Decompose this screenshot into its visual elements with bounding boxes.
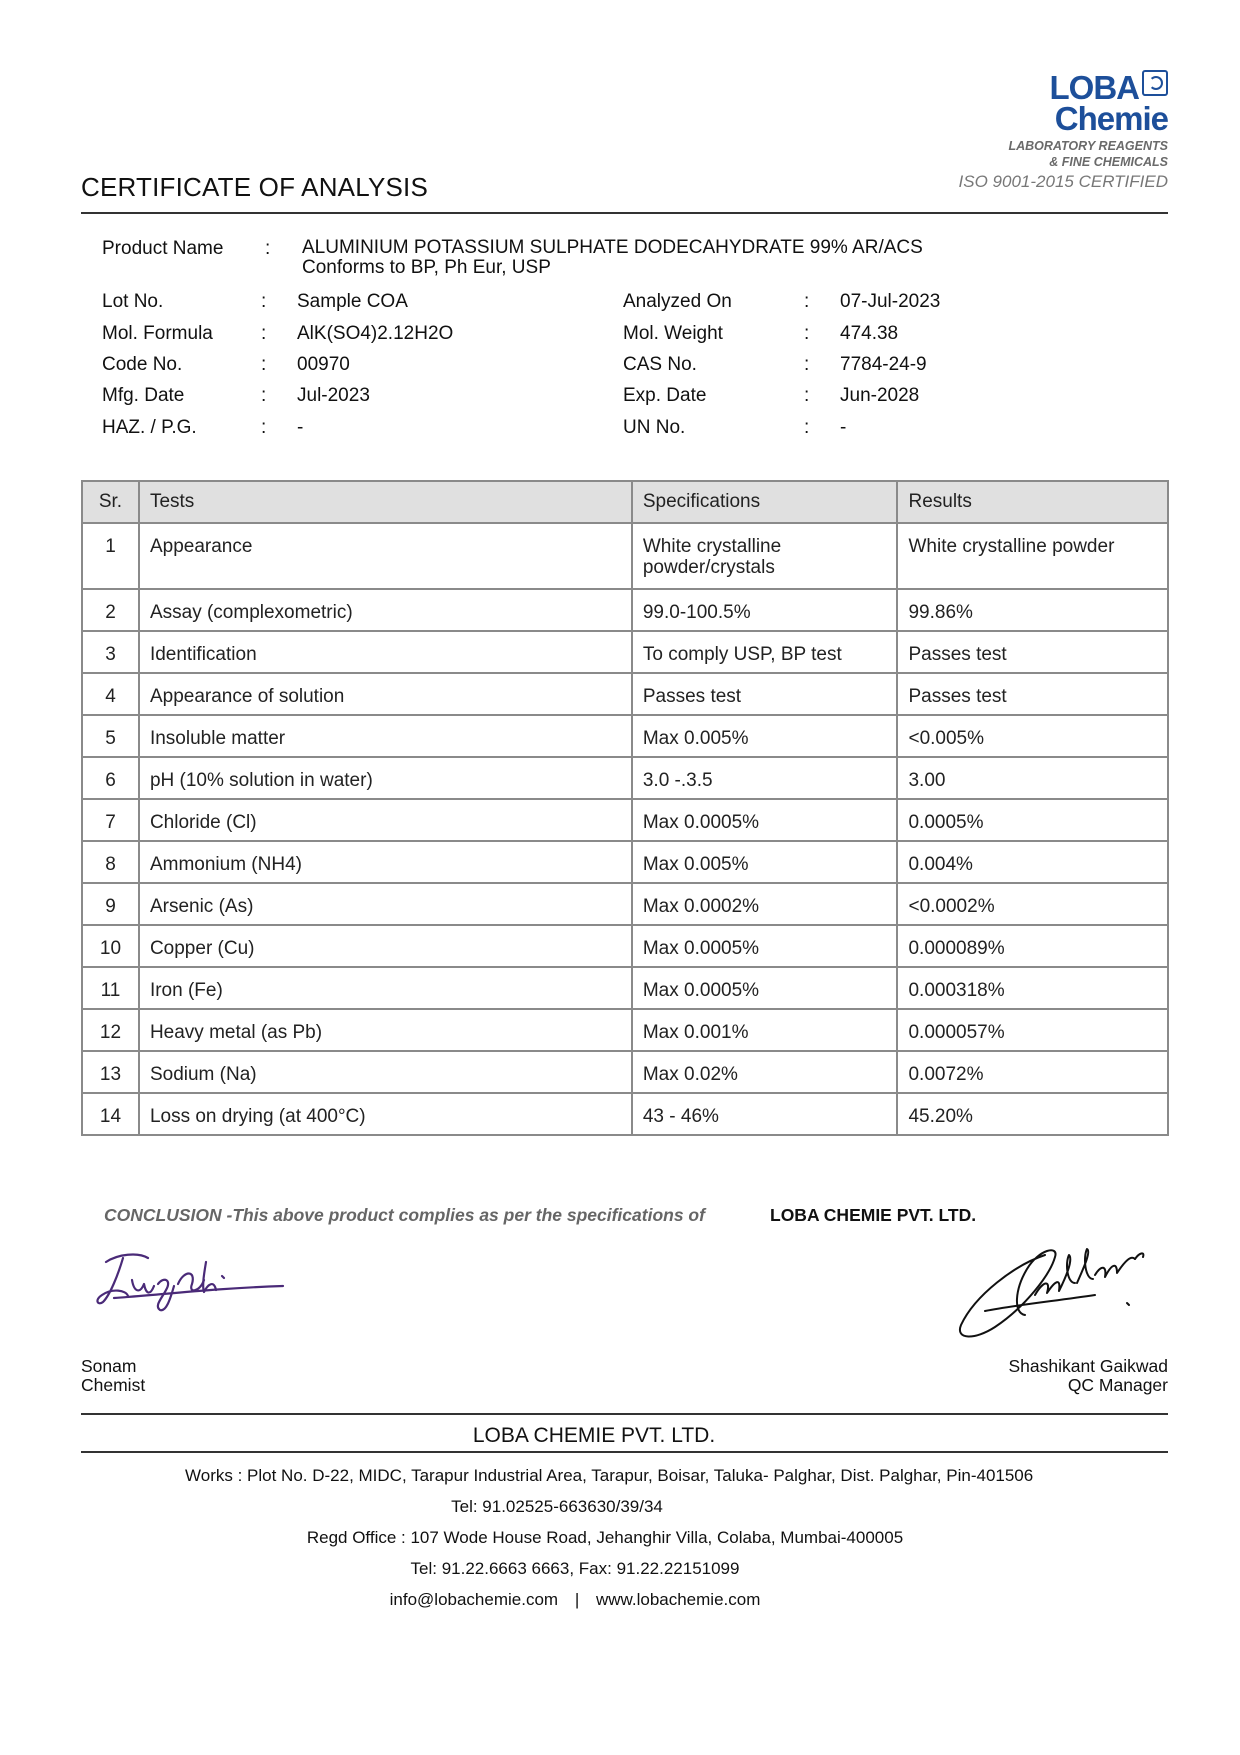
- contact-line: [0, 1590, 1240, 1610]
- chemist-signature: [88, 1240, 288, 1320]
- un-no-label: UN No.: [623, 417, 686, 438]
- cas-no-value: 7784-24-9: [840, 354, 927, 375]
- cell-specification: Max 0.0002%: [632, 883, 898, 925]
- cell-sr: 6: [82, 757, 139, 799]
- column-header-specifications: Specifications: [632, 481, 898, 523]
- qc-manager-role: QC Manager: [1067, 1375, 1168, 1395]
- cell-test: Identification: [139, 631, 632, 673]
- table-body: [82, 523, 1168, 1135]
- conclusion-text: CONCLUSION -This above product complies as per the specifications of: [104, 1205, 705, 1225]
- mol-weight-value: 474.38: [840, 323, 899, 344]
- cell-sr: 11: [82, 967, 139, 1009]
- email-link[interactable]: info@lobachemie.com: [389, 1590, 559, 1609]
- cell-result: <0.0002%: [897, 883, 1168, 925]
- cell-result: 0.000089%: [897, 925, 1168, 967]
- cell-specification: To comply USP, BP test: [632, 631, 898, 673]
- haz-pg-label: HAZ. / P.G.: [102, 417, 197, 438]
- mfg-date-label: Mfg. Date: [102, 385, 185, 406]
- code-no-label: Code No.: [102, 354, 183, 375]
- colon: :: [261, 291, 267, 312]
- colon: :: [261, 354, 267, 375]
- cell-specification: Max 0.02%: [632, 1051, 898, 1093]
- table-row: [82, 883, 1168, 925]
- cell-result: 0.000318%: [897, 967, 1168, 1009]
- mol-weight-label: Mol. Weight: [623, 323, 723, 344]
- cell-specification: Max 0.0005%: [632, 799, 898, 841]
- logo-line2: Chemie: [1054, 100, 1168, 137]
- cell-sr: 9: [82, 883, 139, 925]
- cell-test: pH (10% solution in water): [139, 757, 632, 799]
- table-row: [82, 715, 1168, 757]
- document-title: CERTIFICATE OF ANALYSIS: [81, 172, 429, 202]
- cell-test: Arsenic (As): [139, 883, 632, 925]
- product-name-line1: ALUMINIUM POTASSIUM SULPHATE DODECAHYDRATE 99% AR/ACS: [302, 237, 923, 258]
- cell-test: Sodium (Na): [139, 1051, 632, 1093]
- product-info: [0, 0, 1240, 460]
- table-row: [82, 589, 1168, 631]
- cell-sr: 3: [82, 631, 139, 673]
- column-header-tests: Tests: [139, 481, 632, 523]
- colon: :: [261, 417, 267, 438]
- cell-test: Chloride (Cl): [139, 799, 632, 841]
- qc-manager-signature: [955, 1235, 1175, 1360]
- logo-tagline1: LABORATORY REAGENTS: [1008, 139, 1168, 153]
- cell-sr: 8: [82, 841, 139, 883]
- cell-result: Passes test: [897, 631, 1168, 673]
- cell-test: Insoluble matter: [139, 715, 632, 757]
- registered-office-telephone: Tel: 91.22.6663 6663, Fax: 91.22.22151099: [410, 1559, 740, 1578]
- mol-formula-value: AlK(SO4)2.12H2O: [297, 323, 454, 344]
- colon: :: [265, 238, 271, 259]
- analyzed-on-label: Analyzed On: [623, 291, 732, 312]
- colon: :: [804, 323, 810, 344]
- cell-specification: 43 - 46%: [632, 1093, 898, 1135]
- table-row: [82, 925, 1168, 967]
- cell-test: Iron (Fe): [139, 967, 632, 1009]
- cell-sr: 14: [82, 1093, 139, 1135]
- colon: :: [804, 291, 810, 312]
- table-row: [82, 631, 1168, 673]
- cell-specification: White crystalline powder/crystals: [632, 523, 898, 589]
- qc-manager-signatory: [1008, 1357, 1168, 1395]
- footer-divider-bottom: [81, 1451, 1168, 1453]
- haz-pg-value: -: [297, 417, 304, 438]
- product-name-label: Product Name: [102, 238, 224, 259]
- cell-test: Loss on drying (at 400°C): [139, 1093, 632, 1135]
- works-address: Works : Plot No. D-22, MIDC, Tarapur Industrial Area, Tarapur, Boisar, Taluka- Palghar, Dist. Palghar, Pin-401506: [185, 1466, 1034, 1485]
- table-row: [82, 673, 1168, 715]
- cell-test: Copper (Cu): [139, 925, 632, 967]
- analyzed-on-value: 07-Jul-2023: [840, 291, 941, 312]
- chemist-signatory: [81, 1357, 145, 1395]
- colon: :: [804, 385, 810, 406]
- footer-divider-top: [81, 1413, 1168, 1415]
- table-row: [82, 1009, 1168, 1051]
- cell-specification: 3.0 -.3.5: [632, 757, 898, 799]
- mfg-date-value: Jul-2023: [297, 385, 370, 406]
- colon: :: [261, 323, 267, 344]
- mol-formula-label: Mol. Formula: [102, 323, 213, 344]
- registered-office-address: Regd Office : 107 Wode House Road, Jehanghir Villa, Colaba, Mumbai-400005: [306, 1528, 904, 1547]
- qc-manager-name: Shashikant Gaikwad: [1008, 1356, 1168, 1376]
- cell-result: 0.000057%: [897, 1009, 1168, 1051]
- un-no-value: -: [840, 417, 847, 438]
- cell-result: White crystalline powder: [897, 523, 1168, 589]
- table-row: [82, 841, 1168, 883]
- product-name-value: [302, 238, 923, 278]
- table-row: [82, 1093, 1168, 1135]
- cell-sr: 13: [82, 1051, 139, 1093]
- cell-result: 45.20%: [897, 1093, 1168, 1135]
- cell-result: Passes test: [897, 673, 1168, 715]
- lot-no-value: Sample COA: [297, 291, 408, 312]
- table-header-row: [82, 481, 1168, 523]
- iso-certification: ISO 9001-2015 CERTIFIED: [958, 172, 1168, 191]
- cell-test: Appearance: [139, 523, 632, 589]
- table-row: [82, 1051, 1168, 1093]
- colon: :: [804, 417, 810, 438]
- results-table: [81, 480, 1169, 1136]
- cell-sr: 12: [82, 1009, 139, 1051]
- cell-specification: Max 0.005%: [632, 841, 898, 883]
- cell-specification: Max 0.0005%: [632, 925, 898, 967]
- cell-result: <0.005%: [897, 715, 1168, 757]
- logo-line1: LOBA: [1049, 69, 1139, 106]
- separator: |: [574, 1590, 580, 1609]
- cell-sr: 2: [82, 589, 139, 631]
- table-row: [82, 799, 1168, 841]
- cas-no-label: CAS No.: [623, 354, 697, 375]
- cell-specification: Max 0.005%: [632, 715, 898, 757]
- cell-sr: 10: [82, 925, 139, 967]
- website-link[interactable]: www.lobachemie.com: [595, 1590, 761, 1609]
- works-telephone: Tel: 91.02525-663630/39/34: [451, 1497, 663, 1516]
- footer-company-name: LOBA CHEMIE PVT. LTD.: [472, 1424, 716, 1447]
- lot-no-label: Lot No.: [102, 291, 164, 312]
- cell-result: 99.86%: [897, 589, 1168, 631]
- cell-sr: 4: [82, 673, 139, 715]
- table-row: [82, 757, 1168, 799]
- column-header-results: Results: [897, 481, 1168, 523]
- cell-sr: 7: [82, 799, 139, 841]
- chemist-name: Sonam: [81, 1356, 137, 1376]
- cell-result: 3.00: [897, 757, 1168, 799]
- cell-sr: 5: [82, 715, 139, 757]
- cell-sr: 1: [82, 523, 139, 589]
- cell-result: 0.004%: [897, 841, 1168, 883]
- cell-specification: 99.0-100.5%: [632, 589, 898, 631]
- cell-specification: Max 0.0005%: [632, 967, 898, 1009]
- product-name-line2: Conforms to BP, Ph Eur, USP: [302, 257, 551, 278]
- conclusion-company: LOBA CHEMIE PVT. LTD.: [770, 1205, 977, 1225]
- cell-result: 0.0072%: [897, 1051, 1168, 1093]
- code-no-value: 00970: [297, 354, 350, 375]
- cell-test: Heavy metal (as Pb): [139, 1009, 632, 1051]
- table-row: [82, 967, 1168, 1009]
- cell-specification: Passes test: [632, 673, 898, 715]
- colon: :: [261, 385, 267, 406]
- column-header-sr: Sr.: [82, 481, 139, 523]
- cell-specification: Max 0.001%: [632, 1009, 898, 1051]
- exp-date-label: Exp. Date: [623, 385, 707, 406]
- logo-tagline2: & FINE CHEMICALS: [1049, 155, 1168, 169]
- table-row: [82, 523, 1168, 589]
- cell-test: Assay (complexometric): [139, 589, 632, 631]
- cell-test: Appearance of solution: [139, 673, 632, 715]
- chemist-role: Chemist: [81, 1375, 146, 1395]
- colon: :: [804, 354, 810, 375]
- cell-test: Ammonium (NH4): [139, 841, 632, 883]
- cell-result: 0.0005%: [897, 799, 1168, 841]
- exp-date-value: Jun-2028: [840, 385, 920, 406]
